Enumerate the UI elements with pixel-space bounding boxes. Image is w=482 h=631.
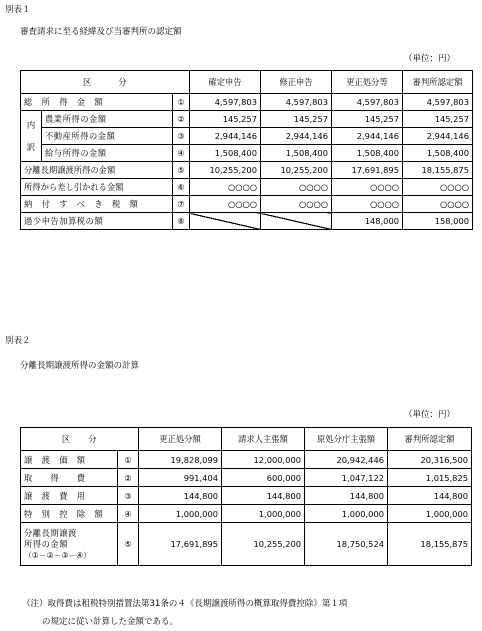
cell-value: 145,257 xyxy=(332,111,403,128)
table2-note-line1: （注）取得費は租税特別措置法第31条の４《長期譲渡所得の概算取得費控除》第１項 xyxy=(22,599,348,609)
table-row xyxy=(21,469,472,487)
cell-value: 1,508,400 xyxy=(190,145,261,162)
cell-value: 18,155,875 xyxy=(388,523,472,566)
row-label: 過少申告加算税の額 xyxy=(21,213,173,230)
table-row xyxy=(21,451,472,469)
table1 xyxy=(20,70,473,230)
cell-value: 1,508,400 xyxy=(261,145,332,162)
row-number: ⑦ xyxy=(173,196,190,213)
table-row xyxy=(21,111,473,128)
cell-value: 18,155,875 xyxy=(403,162,473,179)
cell-value: 10,255,200 xyxy=(222,523,305,566)
table2 xyxy=(20,427,472,566)
table-row xyxy=(21,213,473,230)
row-number: ③ xyxy=(118,487,139,505)
table-row xyxy=(21,179,473,196)
diagonal-empty-cell xyxy=(261,213,332,230)
cell-value: 17,691,895 xyxy=(332,162,403,179)
row-number: ② xyxy=(118,469,139,487)
row-label: 総 所 得 金 額 xyxy=(21,94,173,111)
row-label: 不動産所得の金額 xyxy=(42,128,173,145)
cell-value: 4,597,803 xyxy=(261,94,332,111)
table1-header-row xyxy=(21,71,473,94)
cell-value: 1,000,000 xyxy=(388,505,472,523)
table2-header-col: 審判所認定額 xyxy=(388,428,472,451)
row-label: 所得から差し引かれる金額 xyxy=(21,179,173,196)
table2-header-col: 請求人主張額 xyxy=(222,428,305,451)
row-label xyxy=(21,523,118,566)
cell-value: 4,597,803 xyxy=(332,94,403,111)
cell-value: ○○○○ xyxy=(332,196,403,213)
table2-header-col: 原処分庁主張額 xyxy=(305,428,388,451)
cell-value: 2,944,146 xyxy=(403,128,473,145)
cell-value: 991,404 xyxy=(139,469,222,487)
table1-header-col: 修正申告 xyxy=(261,71,332,94)
cell-value: 1,000,000 xyxy=(139,505,222,523)
cell-value: 145,257 xyxy=(403,111,473,128)
cell-value: 18,750,524 xyxy=(305,523,388,566)
table-row xyxy=(21,505,472,523)
cell-value: 1,000,000 xyxy=(222,505,305,523)
cell-value: 144,800 xyxy=(222,487,305,505)
table2-header-row xyxy=(21,428,472,451)
cell-value: 1,508,400 xyxy=(403,145,473,162)
table2-heading: 別表２ xyxy=(5,336,31,346)
cell-value: 1,015,825 xyxy=(388,469,472,487)
cell-value: 4,597,803 xyxy=(403,94,473,111)
row-number: ⑥ xyxy=(173,179,190,196)
row-label: 譲 渡 価 額 xyxy=(21,451,118,469)
breakdown-label xyxy=(21,111,42,162)
cell-value: 2,944,146 xyxy=(190,128,261,145)
row-label: 納 付 す べ き 税 額 xyxy=(21,196,173,213)
cell-value: ○○○○ xyxy=(261,179,332,196)
row-number: ② xyxy=(173,111,190,128)
cell-value: ○○○○ xyxy=(332,179,403,196)
cell-value: ○○○○ xyxy=(261,196,332,213)
row-number: ① xyxy=(173,94,190,111)
row-label: 譲 渡 費 用 xyxy=(21,487,118,505)
cell-value: ○○○○ xyxy=(190,179,261,196)
cell-value: 2,944,146 xyxy=(261,128,332,145)
table1-header-col: 更正処分等 xyxy=(332,71,403,94)
cell-value: 600,000 xyxy=(222,469,305,487)
table2-title: 分離長期譲渡所得の金額の計算 xyxy=(20,361,140,371)
cell-value: 144,800 xyxy=(388,487,472,505)
table2-header-category: 区 分 xyxy=(21,428,139,451)
breakdown-label-char: 訳 xyxy=(26,142,36,152)
row-label-line: 所得の金額 xyxy=(24,538,68,549)
cell-value: 144,800 xyxy=(305,487,388,505)
cell-value: 2,944,146 xyxy=(332,128,403,145)
cell-value: ○○○○ xyxy=(403,179,473,196)
cell-value: 17,691,895 xyxy=(139,523,222,566)
cell-value: 145,257 xyxy=(190,111,261,128)
cell-value: 4,597,803 xyxy=(190,94,261,111)
table1-header-category: 区 分 xyxy=(21,71,190,94)
cell-value: 10,255,200 xyxy=(190,162,261,179)
cell-value: 158,000 xyxy=(403,213,473,230)
table2-unit: （単位：円） xyxy=(404,410,456,420)
cell-value: ○○○○ xyxy=(403,196,473,213)
table1-unit: （単位：円） xyxy=(404,54,456,64)
row-number: ⑤ xyxy=(118,523,139,566)
table1-header-col: 確定申告 xyxy=(190,71,261,94)
row-label: 分離長期譲渡所得の金額 xyxy=(21,162,173,179)
table-row xyxy=(21,487,472,505)
row-number: ① xyxy=(118,451,139,469)
table1-header-col: 審判所認定額 xyxy=(403,71,473,94)
cell-value: 1,047,122 xyxy=(305,469,388,487)
cell-value: 20,942,446 xyxy=(305,451,388,469)
diagonal-empty-cell xyxy=(190,213,261,230)
row-number: ③ xyxy=(173,128,190,145)
cell-value: 1,508,400 xyxy=(332,145,403,162)
row-label-line: 分離長期譲渡 xyxy=(24,527,77,538)
cell-value: 20,316,500 xyxy=(388,451,472,469)
cell-value: 144,800 xyxy=(139,487,222,505)
table-row xyxy=(21,145,473,162)
breakdown-label-char: 内 xyxy=(26,120,36,130)
cell-value: 19,828,099 xyxy=(139,451,222,469)
cell-value: 1,000,000 xyxy=(305,505,388,523)
row-label: 取 得 費 xyxy=(21,469,118,487)
row-label: 特 別 控 除 額 xyxy=(21,505,118,523)
row-number: ⑤ xyxy=(173,162,190,179)
table-row xyxy=(21,128,473,145)
row-number: ⑧ xyxy=(173,213,190,230)
cell-value: 145,257 xyxy=(261,111,332,128)
table2-note-line2: の規定に従い計算した金額である。 xyxy=(42,617,179,627)
table-row xyxy=(21,94,473,111)
row-number: ④ xyxy=(173,145,190,162)
table1-title: 審査請求に至る経緯及び当審判所の認定額 xyxy=(20,27,182,37)
cell-value: 12,000,000 xyxy=(222,451,305,469)
table2-header-col: 更正処分額 xyxy=(139,428,222,451)
table-row xyxy=(21,523,472,566)
table-row xyxy=(21,196,473,213)
cell-value: 148,000 xyxy=(332,213,403,230)
row-number: ④ xyxy=(118,505,139,523)
row-label-line: （①－②－③－④） xyxy=(24,550,91,560)
cell-value: ○○○○ xyxy=(190,196,261,213)
cell-value: 10,255,200 xyxy=(261,162,332,179)
table1-heading: 別表１ xyxy=(5,5,31,15)
table-row xyxy=(21,162,473,179)
row-label: 農業所得の金額 xyxy=(42,111,173,128)
row-label: 給与所得の金額 xyxy=(42,145,173,162)
